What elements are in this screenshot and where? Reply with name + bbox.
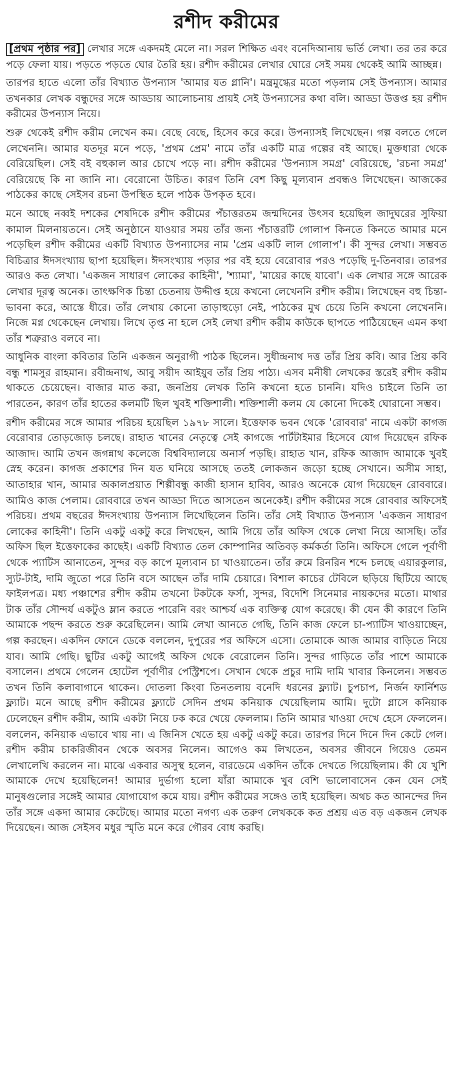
paragraph-text: লেখার সঙ্গে একদমই মেলে না। সরল শিক্ষিত এবং বনেদিআনায় ভর্তি লেখা। তর তর করে পড়ে ফেলা যায়। পড়তে পড়তে ঘোর তৈরি হয়। রশীদ করীমের লেখার ঘোরে সেই সময় থেকেই আমি আচ্ছন্ন।: [6, 44, 447, 71]
article-paragraph-6: রশীদ করীমের সঙ্গে আমার পরিচয় হয়েছিল ১৯৭৮ সালে। ইত্তেফাক ভবন থেকে 'রোববার' নামে একটা কাগজ বেরোবার তোড়জোড় চলছে। রাহাত খানের নেতৃত্বে সেই কাগজে পার্টটাইমার হিসেবে যোগ দিয়েছেন রফিক আজাদ। আমি তখন জগন্নাথ কলেজে বিশ্ববিদ্যালয়ে অনার্স পড়ছি। রাহাত খান, রফিক আজাদ আমাকে খুবই স্নেহ করেন। কাগজ প্রকাশের দিন যত ঘনিয়ে আসছে ততই লোকজন জড়ো হচ্ছে সেখানে। অসীম সাহা, আতাহার খান, আমার অকালপ্রয়াত শিল্পীবন্ধু কাজী হাসান হাবিব, আরও অনেকে যোগ দিয়েছেন রোববারে। আমিও কাজ পেলাম। রোববারে তখন আড্ডা দিতে আসতেন অনেকেই। রশীদ করীমের সঙ্গে রোববার অফিসেই পরিচয়। প্রথম বছরের ঈদসংখ্যায় উপন্যাস লিখেছিলেন তিনি। তাঁর সেই বিখ্যাত উপন্যাস 'একজন সাধারণ লোকের কাহিনী'। তিনি একটু একটু করে লিখছেন, আমি গিয়ে তাঁর অফিস থেকে লেখা নিয়ে আসছি। তাঁর অফিস ছিল ইত্তেফাকের কাছেই। একটি বিখ্যাত তেল কোম্পানির অতিবড় কর্মকর্তা তিনি। অফিসে গেলে পূর্বাণী থেকে প্যাটিস আনাতেন, সুন্দর বড় কাপে মূল্যবান চা খাওয়াতেন। তাঁর রুমে রিনরিন শব্দে চলছে এয়ারকুলার, স্যুট-টাই, দামি জুতো পরে তিনি বসে আছেন তাঁর দামি চেয়ারে। বিশাল কাচের টেবিলে ছড়িয়ে ছিটিয়ে আছে ফাইলপত্র। মধ্য পঞ্চাশের রশীদ করীম তখনো টকটকে ফর্সা, সুন্দর, বিদেশি সিনেমার নায়কদের মতো। মাথার টাক তাঁর সৌন্দর্য একটুও ম্লান করতে পারেনি বরং আশ্চর্য এক ব্যক্তিত্ব যোগ করেছে। কী যেন কী কারণে তিনি আমাকে পছন্দ করতে শুরু করেছিলেন। আমি লেখা আনতে গেছি, তিনি কাজ ফেলে চা-প্যাটিস খাওয়াচ্ছেন, গল্প করছেন। একদিন ফোনে ডেকে বললেন, দুপুরের পর অফিসে এসো। তোমাকে আজ আমার বাড়িতে নিয়ে যাব। আমি গেছি। ছুটির একটু আগেই অফিস থেকে বেরোলেন তিনি। সুন্দর গাড়িতে তাঁর পাশে আমাকে বসালেন। প্রথমে গেলেন হোটেল পূর্বাণীর পেস্ট্রিশপে। সেখান থেকে প্রচুর দামি দামি খাবার কিনলেন। সম্ভবত তখন তিনি কলাবাগানে থাকেন। দোতলা কিংবা তিনতলায় বনেদি ধরনের ফ্ল্যাট। চুপচাপ, নির্জন ফার্নিশড ফ্ল্যাট। মনে আছে রশীদ করীমের ফ্ল্যাটে সেদিন প্রথম কনিয়াক খেয়েছিলাম আমি। দুটো গ্লাসে কনিয়াক ঢেলেছেন রশীদ করীম, আমি একটা নিয়ে ঢক করে খেয়ে ফেললাম। তিনি আমার খাওয়া দেখে হেসে ফেললেন। বললেন, কনিয়াক এভাবে খায় না। এ জিনিস খেতে হয় একটু একটু করে। তারপর দিনে দিনে দিন কেটে গেল। রশীদ করীম চাকরিজীবন থেকে অবসর নিলেন। আগেও কম লিখতেন, অবসর জীবনে গিয়েও তেমন লেখালেখি করলেন না। মাঝে একবার অসুস্থ হলেন, বারডেমে একদিন তাঁকে দেখতে গিয়েছিলাম। কী যে খুশি আমাকে দেখে হয়েছিলেন! আমার দুর্ভাগ্য হলো যাঁরা আমাকে খুব বেশি ভালোবাসেন কেন যেন সেই মানুষগুলোর সঙ্গেই আমার যোগাযোগ কমে যায়। রশীদ করীমের সঙ্গেও তাই হয়েছিল। অথচ কত আনন্দের দিন তাঁর সঙ্গে একদা আমার কেটেছে। আমার মতো নগণ্য এক তরুণ লেখককে কত প্রশ্রয় এত বড় একজন লেখক দিয়েছেন। আজ সেইসব মধুর স্মৃতি মনে করে গৌরব বোধ করছি।: [6, 417, 448, 835]
article-paragraph-4: মনে আছে নব্বই দশকের শেষদিকে রশীদ করীমের পঁচাত্তরতম জন্মদিনের উৎসব হয়েছিল জাদুঘরের সুফিয়া কামাল মিলনায়তনে। সেই অনুষ্ঠানে যাওয়ার সময় তাঁর জন্য পঁচাত্তরটি গোলাপ কিনতে কিনতে আমার মনে পড়েছিল রশীদ করীমের একটি বিখ্যাত উপন্যাসের নাম 'প্রেম একটি লাল গোলাপ'। কী সুন্দর লেখা। সম্ভবত বিচিত্রার ঈদসংখ্যায় ছাপা হয়েছিল। ঈদসংখ্যায় পড়ার পর বই হয়ে বেরোবার পরও পড়েছি দু-তিনবার। তারপর আরও কত লেখা। 'একজন সাধারণ লোকের কাহিনী', 'শ্যামা', 'মায়ের কাছে যাবো'। এক লেখার সঙ্গে আরেক লেখার দূরত্ব অনেক। তাৎক্ষণিক চিন্তা চেতনায় উদ্দীপ্ত হয়ে কখনো লেখেননি রশীদ করীম। লিখেছেন বহু চিন্তা-ভাবনা করে, আস্তে ধীরে। তাঁর লেখায় কোনো তাড়াহুড়ো নেই, পাঠকের মুখ চেয়ে তিনি কখনো লেখেননি। নিজে মগ্ন থেকেছেন লেখায়। লিখে তৃপ্ত না হলে সেই লেখা রশীদ করীম কাউকে ছাপতে পাঠিয়েছেন এমন কথা তাঁর শত্রুরাও বলবে না।: [6, 208, 447, 345]
article-paragraph-3: শুরু থেকেই রশীদ করীম লেখেন কম। বেছে বেছে, হিসেব করে করে। উপন্যাসই লিখেছেন। গল্প বলতে গেলে লেখেননি। আমার যতদূর মনে পড়ে, 'প্রথম প্রেম' নামে তাঁর একটি মাত্র গল্পের বই আছে। মুক্তধারা থেকে বেরিয়েছিল। সেই বই বহুকাল আর চোখে পড়ে না। রশীদ করীমের 'উপন্যাস সমগ্র' বেরিয়েছে, 'রচনা সমগ্র' বেরিয়েছে কি না জানি না। বেরোনো উচিত। কারণ তিনি বেশ কিছু মূল্যবান প্রবন্ধও লিখেছেন। আজকের পাঠকের কাছে সেইসব রচনা উপস্থিত হলে পাঠক উপকৃত হবে।: [6, 127, 447, 202]
article-paragraph-1: [6, 42, 447, 73]
article-title: রশীদ করীমের: [173, 11, 280, 33]
continued-from-front-page-label: [প্রথম পৃষ্ঠার পর]: [6, 43, 84, 56]
article-paragraph-5: আধুনিক বাংলা কবিতার তিনি একজন অনুরাগী পাঠক ছিলেন। সুধীন্দ্রনাথ দত্ত তাঁর প্রিয় কবি। আর প্রিয় কবি বন্ধু শামসুর রাহমান। রবীন্দ্রনাথ, আবু সয়ীদ আইয়ুব তাঁর প্রিয় পাঠ্য। এসব মনীষী লেখকের স্তরেই রশীদ করীম থাকতে চেয়েছেন। বাজার মাত করা, জনপ্রিয় লেখক তিনি কখনো হতে চাননি। যদিও চাইলে তিনি তা পারতেন, কারণ তাঁর হাতের কলমটি ছিল খুবই শক্তিশালী। শক্তিশালী কলম যে কোনো দিকেই ঘোরানো সম্ভব।: [6, 352, 447, 411]
article-paragraph-2: তারপর হাতে এলো তাঁর বিখ্যাত উপন্যাস 'আমার যত গ্লানি'। মন্ত্রমুগ্ধের মতো পড়লাম সেই উপন্যাস। আমার তখনকার লেখক বন্ধুদের সঙ্গে আড্ডায় আলোচনায় প্রায়ই সেই উপন্যাসের কথা বলি। আড্ডা উত্তপ্ত হয় রশীদ করীমের উপন্যাস নিয়ে।: [6, 78, 447, 121]
